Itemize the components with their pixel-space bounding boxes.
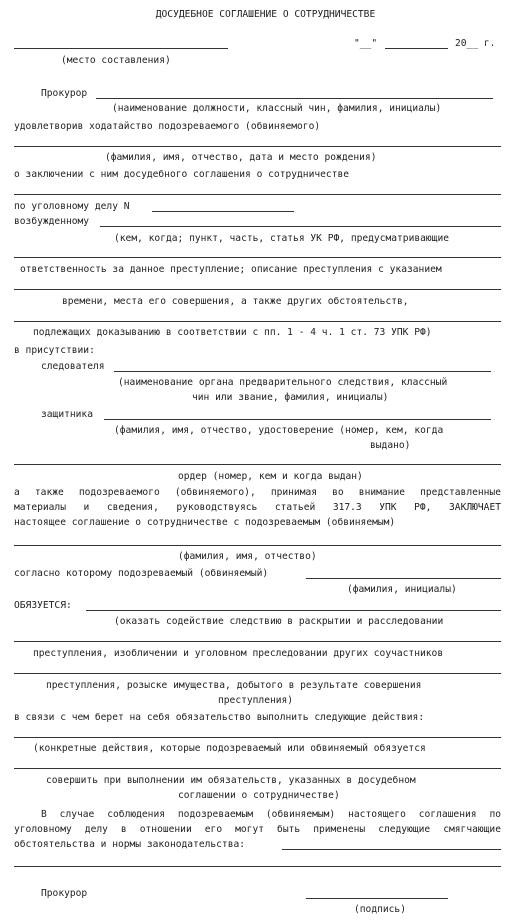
case-hint-3: времени, места его совершения, а также других обстоятельств, xyxy=(62,296,409,307)
case-number-line xyxy=(152,211,294,212)
prosecutor-hint: (наименование должности, классный чин, фамилия, инициалы) xyxy=(112,103,442,114)
investigator-label: следователя xyxy=(41,361,105,372)
date-month-line xyxy=(385,48,448,49)
actions-line-2 xyxy=(14,768,501,769)
actions-hint-3: соглашении о сотрудничестве) xyxy=(178,790,340,801)
investigator-hint-2: чин или звание, фамилия, инициалы) xyxy=(192,392,389,403)
case-line-3 xyxy=(14,289,501,290)
place-line xyxy=(14,48,228,49)
investigator-line xyxy=(114,371,491,372)
fio-hint: (фамилия, имя, отчество) xyxy=(178,551,317,562)
prosecutor-label: Прокурор xyxy=(41,88,88,99)
date-day: "__" xyxy=(354,38,378,49)
sign-label: Прокурор xyxy=(41,888,88,899)
defender-label: защитника xyxy=(41,409,93,420)
prosecutor-line xyxy=(96,98,493,99)
obliged-label: ОБЯЗУЕТСЯ: xyxy=(14,600,72,611)
suspect-line xyxy=(14,146,501,147)
presence-label: в присутствии: xyxy=(14,345,95,356)
para-1-line-2: материалы и сведения, руководствуясь статьей 317.3 УПК РФ, ЗАКЛЮЧАЕТ xyxy=(14,502,501,513)
para-2-line-fill xyxy=(282,849,501,850)
case-hint-2: ответственность за данное преступление; описание преступления с указанием xyxy=(20,264,442,275)
case-line-4 xyxy=(14,321,501,322)
initiated-line xyxy=(100,226,501,227)
obliged-line-3 xyxy=(14,673,501,674)
para-1-line-1: а также подозреваемого (обвиняемого), принимая во внимание представленные xyxy=(14,487,501,498)
para-1-line-3: настоящее соглашение о сотрудничестве с подозреваемым (обвиняемым) xyxy=(14,517,396,528)
fio-line xyxy=(14,545,501,546)
para-2-line-3: обстоятельства и нормы законодательства: xyxy=(14,839,246,850)
initiated-label: возбужденному xyxy=(14,216,90,227)
para-2-line-2: уголовному делу в отношении его могут быть применены следующие смягчающие xyxy=(14,824,501,835)
conclusion-text: о заключении с ним досудебного соглашения о сотрудничестве xyxy=(14,169,350,180)
obliged-hint-3: преступления, розыске имущества, добытого в результате совершения xyxy=(46,680,422,691)
petition-text: удовлетворив ходатайство подозреваемого (обвиняемого) xyxy=(14,121,321,132)
actions-text: в связи с чем берет на себя обязательство выполнить следующие действия: xyxy=(14,712,425,723)
obliged-line xyxy=(86,610,501,611)
sign-hint: (подпись) xyxy=(354,904,406,915)
sign-line xyxy=(306,898,448,899)
para-2-line-1: В случае соблюдения подозреваемым (обвиняемым) настоящего соглашения по xyxy=(41,809,501,820)
suspect-hint: (фамилия, имя, отчество, дата и место рождения) xyxy=(105,152,377,163)
investigator-hint-1: (наименование органа предварительного следствия, классный xyxy=(118,377,448,388)
obliged-hint-2: преступления, изобличении и уголовном преследовании других соучастников xyxy=(33,648,444,659)
defender-line xyxy=(104,419,491,420)
para-2-line-extra xyxy=(14,866,501,867)
actions-line-1 xyxy=(14,737,501,738)
defender-hint-1: (фамилия, имя, отчество, удостоверение (номер, кем, когда xyxy=(114,425,444,436)
actions-hint-2: совершить при выполнении им обязательств, указанных в досудебном xyxy=(46,775,416,786)
according-line xyxy=(306,578,501,579)
case-hint-4: подлежащих доказыванию в соответствии с пп. 1 - 4 ч. 1 ст. 73 УПК РФ) xyxy=(33,327,432,338)
date-year: 20__ г. xyxy=(455,38,496,49)
document-title: ДОСУДЕБНОЕ СОГЛАШЕНИЕ О СОТРУДНИЧЕСТВЕ xyxy=(155,9,376,20)
obliged-hint-1: (оказать содействие следствию в раскрытии и расследовании xyxy=(114,616,444,627)
fio-initials-hint: (фамилия, инициалы) xyxy=(347,584,457,595)
obliged-line-2 xyxy=(14,641,501,642)
actions-hint-1: (конкретные действия, которые подозреваемый или обвиняемый обязуется xyxy=(33,743,426,754)
place-hint: (место составления) xyxy=(61,55,171,66)
case-label: по уголовному делу N xyxy=(14,201,130,212)
according-text: согласно которому подозреваемый (обвиняемый) xyxy=(14,568,269,579)
defender-hint-2: выдано) xyxy=(370,440,411,451)
case-hint-1: (кем, когда; пункт, часть, статья УК РФ, предусматривающие xyxy=(114,233,450,244)
defender-line-2 xyxy=(14,464,501,465)
case-line-2 xyxy=(14,257,501,258)
conclusion-line xyxy=(14,194,501,195)
obliged-hint-4: преступления) xyxy=(218,695,294,706)
order-hint: ордер (номер, кем и когда выдан) xyxy=(178,471,363,482)
